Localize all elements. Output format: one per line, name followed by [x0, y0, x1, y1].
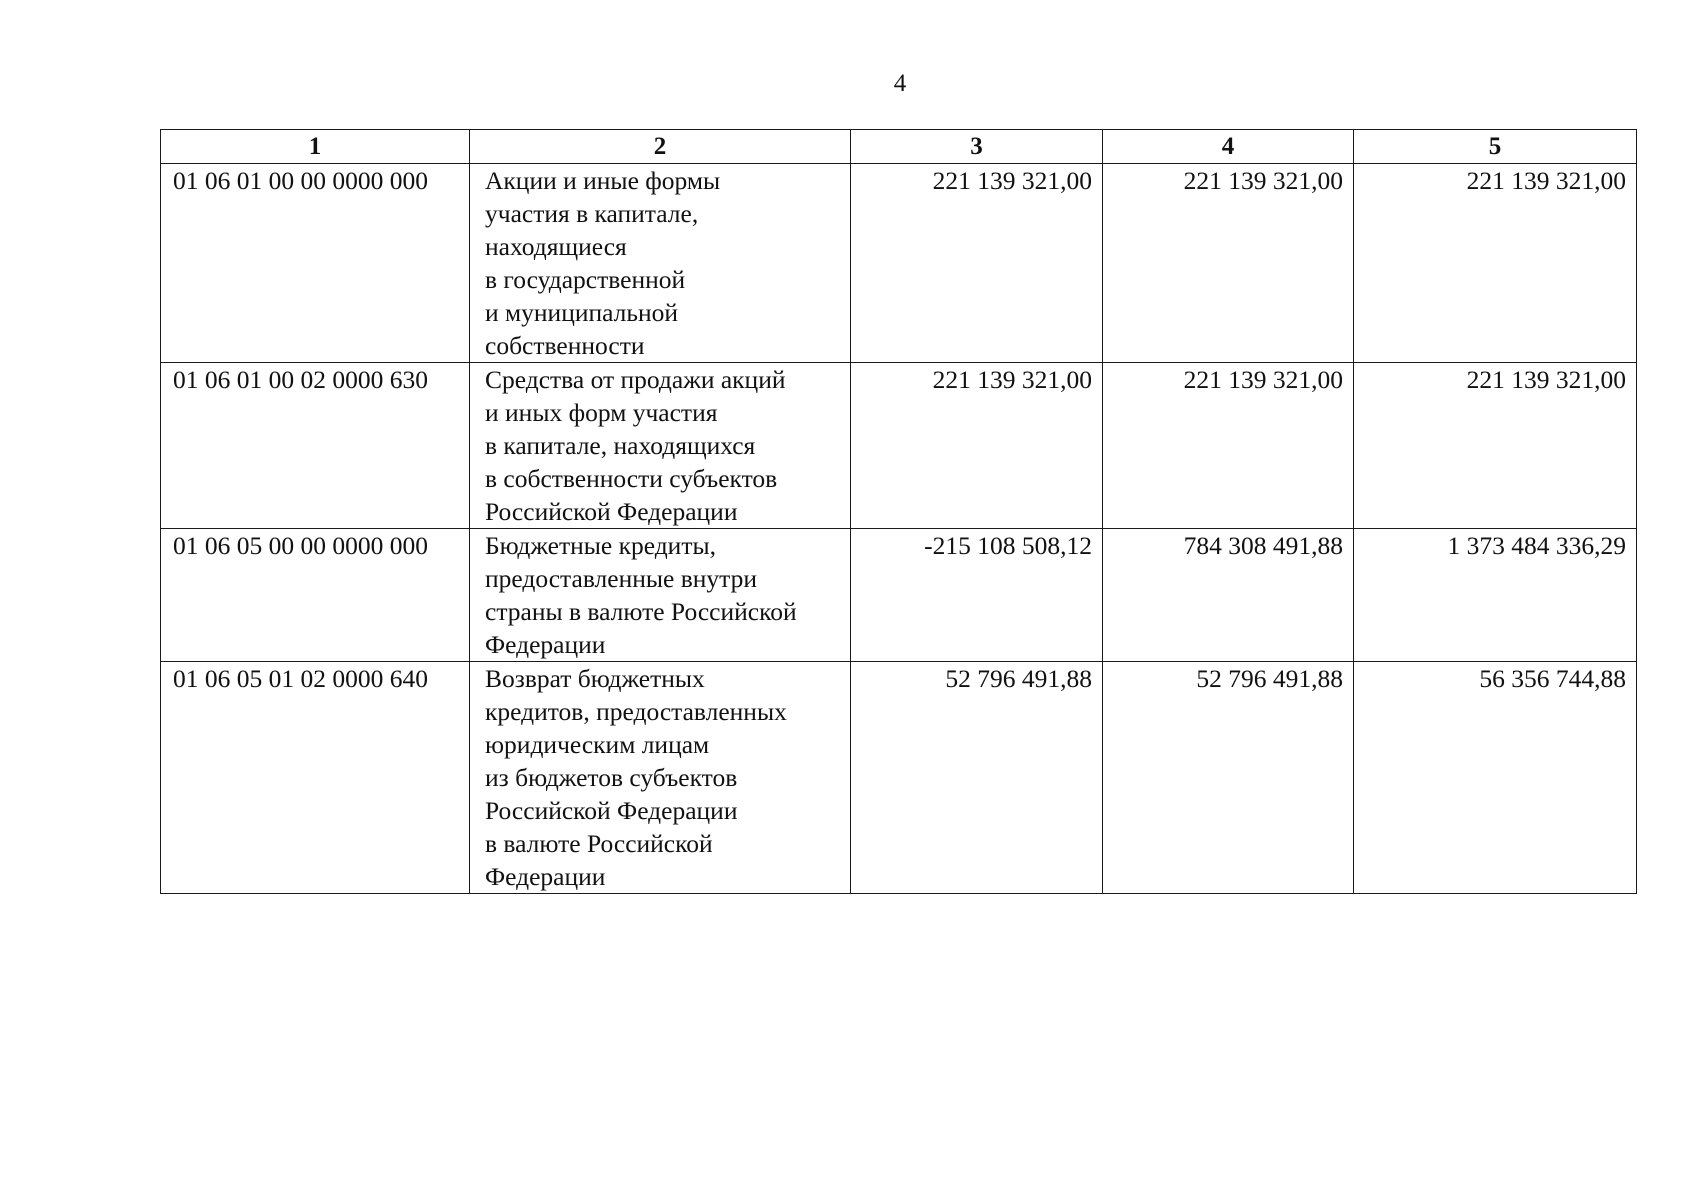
source-name-line: участия в капитале, [485, 199, 699, 228]
source-name [470, 662, 851, 894]
source-name [470, 529, 851, 662]
classification-code: 01 06 01 00 02 0000 630 [161, 363, 470, 529]
table-header-row [161, 130, 1637, 164]
amount-column-3: 52 796 491,88 [851, 662, 1103, 894]
source-name-line: из бюджетов субъектов [485, 763, 738, 792]
amount-column-3: 221 139 321,00 [851, 164, 1103, 363]
amount-column-3: -215 108 508,12 [851, 529, 1103, 662]
amount-column-4: 52 796 491,88 [1103, 662, 1354, 894]
budget-sources-table [160, 129, 1637, 894]
source-name-line: и муниципальной [485, 298, 679, 327]
classification-code: 01 06 01 00 00 0000 000 [161, 164, 470, 363]
amount-column-5: 221 139 321,00 [1354, 164, 1637, 363]
source-name-line: собственности [485, 331, 645, 360]
table-row [161, 363, 1637, 529]
source-name-line: Российской Федерации [485, 796, 738, 825]
classification-code: 01 06 05 01 02 0000 640 [161, 662, 470, 894]
source-name-line: Федерации [485, 862, 606, 891]
table-row [161, 529, 1637, 662]
source-name-line: юридическим лицам [485, 730, 710, 759]
amount-column-3: 221 139 321,00 [851, 363, 1103, 529]
source-name-line: в собственности субъектов [485, 464, 778, 493]
page-number: 4 [893, 70, 907, 97]
source-name-line: Федерации [485, 630, 606, 659]
amount-column-4: 784 308 491,88 [1103, 529, 1354, 662]
source-name-line: в капитале, находящихся [485, 431, 756, 460]
source-name-line: Средства от продажи акций [485, 365, 786, 394]
amount-column-4: 221 139 321,00 [1103, 164, 1354, 363]
column-header-3: 3 [851, 130, 1103, 164]
column-header-1: 1 [161, 130, 470, 164]
column-header-4: 4 [1103, 130, 1354, 164]
amount-column-4: 221 139 321,00 [1103, 363, 1354, 529]
source-name-line: кредитов, предоставленных [485, 697, 787, 726]
amount-column-5: 56 356 744,88 [1354, 662, 1637, 894]
source-name-line: находящиеся [485, 232, 627, 261]
source-name-line: в валюте Российской [485, 829, 713, 858]
source-name-line: Бюджетные кредиты, [485, 531, 716, 560]
source-name-line: Акции и иные формы [485, 166, 721, 195]
source-name-line: и иных форм участия [485, 398, 718, 427]
source-name [470, 363, 851, 529]
source-name [470, 164, 851, 363]
source-name-line: Российской Федерации [485, 497, 738, 526]
column-header-5: 5 [1354, 130, 1637, 164]
amount-column-5: 1 373 484 336,29 [1354, 529, 1637, 662]
source-name-line: в государственной [485, 265, 686, 294]
source-name-line: Возврат бюджетных [485, 664, 705, 693]
source-name-line: предоставленные внутри [485, 564, 757, 593]
source-name-line: страны в валюте Российской [485, 597, 797, 626]
amount-column-5: 221 139 321,00 [1354, 363, 1637, 529]
column-header-2: 2 [470, 130, 851, 164]
classification-code: 01 06 05 00 00 0000 000 [161, 529, 470, 662]
table-row [161, 662, 1637, 894]
table-row [161, 164, 1637, 363]
